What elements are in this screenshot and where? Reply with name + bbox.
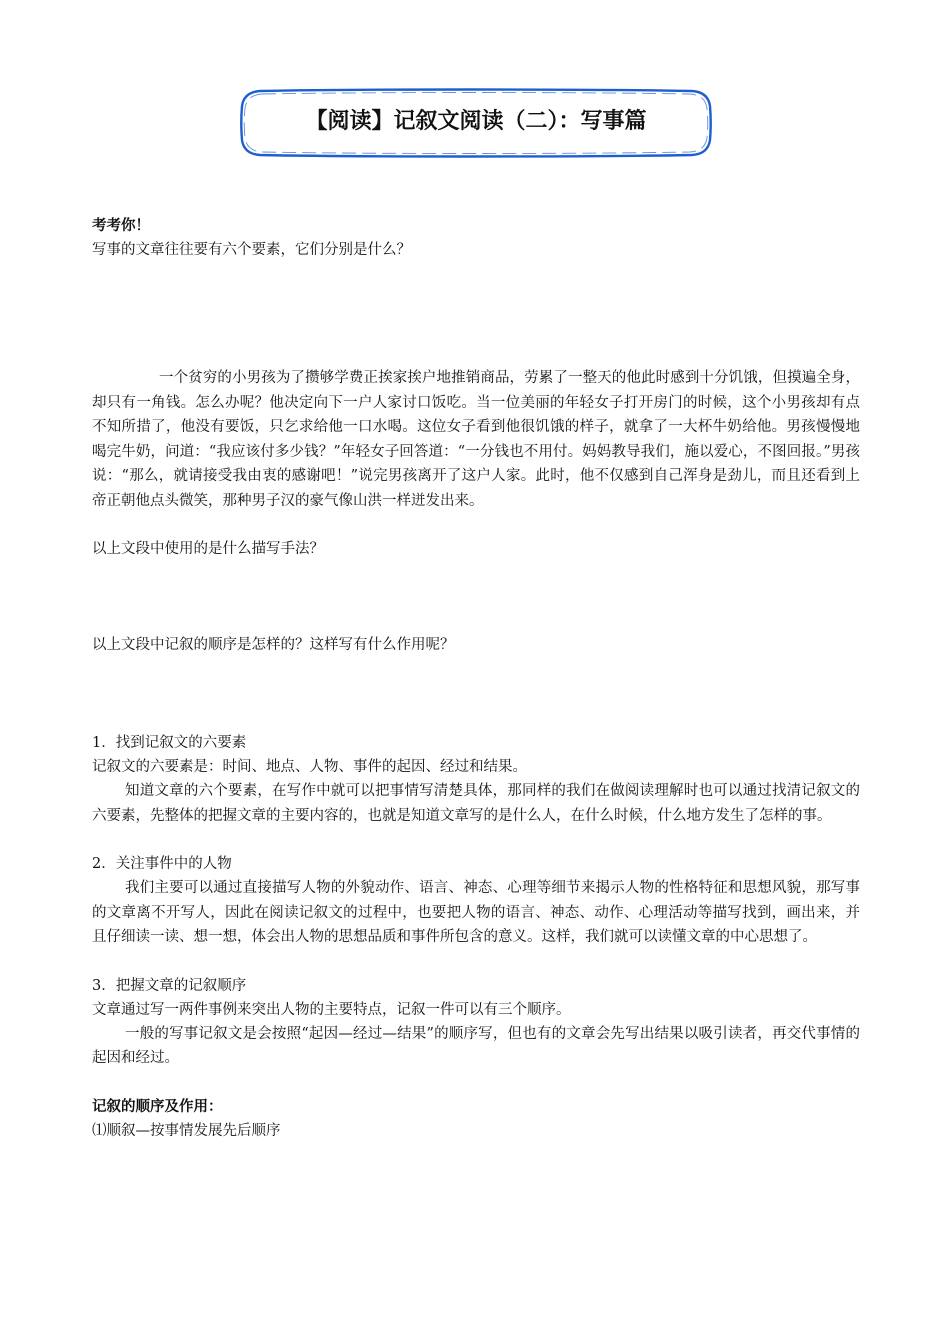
order-item-1: ⑴顺叙—按事情发展先后顺序 <box>92 1122 281 1139</box>
quiz-question: 写事的文章往往要有六个要素，它们分别是什么？ <box>92 242 411 258</box>
section-2-paragraph: 我们主要可以通过直接描写人物的外貌动作、语言、神态、心理等细节来揭示人物的性格特征和思想风貌，那写事的文章离不开写人，因此在阅读记叙文的过程中，也要把人物的语言、神态、动作、心理活动等描写找到，画出来，并且仔细读一读、想一想，体会出人物的思想品质和事件所包含的意义。这样，我们就可以读懂文章的中心思想了。 <box>92 880 860 945</box>
section-3-line: 文章通过写一两件事例来突出人物的主要特点，记叙一件可以有三个顺序。 <box>92 1001 571 1018</box>
question-narrative-order: 以上文段中记叙的顺序是怎样的？这样写有什么作用呢？ <box>92 637 455 653</box>
question-description-method: 以上文段中使用的是什么描写手法？ <box>92 541 324 557</box>
section-1-heading: 1．找到记叙文的六要素 <box>92 735 247 751</box>
section-3-paragraph: 一般的写事记叙文是会按照“起因—经过—结果”的顺序写，但也有的文章会先写出结果以吸引读者，再交代事情的起因和经过。 <box>92 1025 860 1066</box>
story-passage: 一个贫穷的小男孩为了攒够学费正挨家挨户地推销商品，劳累了一整天的他此时感到十分饥饿，但摸遍全身，却只有一角钱。怎么办呢？他决定向下一户人家讨口饭吃。当一位美丽的年轻女子打开房门的时候，这个小男孩却有点不知所措了，他没有要饭，只乞求给他一口水喝。这位女子看到他很饥饿的样子，就拿了一大杯牛奶给他。男孩慢慢地喝完牛奶，问道：“我应该付多少钱？”年轻女子回答道：“一分钱也不用付。妈妈教导我们，施以爱心，不图回报。”男孩说：“那么，就请接受我由衷的感谢吧！”说完男孩离开了这户人家。此时，他不仅感到自己浑身是劲儿，而且还看到上帝正朝他点头微笑，那种男子汉的豪气像山洪一样迸发出来。 <box>92 370 860 509</box>
order-heading: 记叙的顺序及作用： <box>92 1097 223 1115</box>
section-1-paragraph: 知道文章的六个要素，在写作中就可以把事情写清楚具体，那同样的我们在做阅读理解时也可以通过找清记叙文的六要素，先整体的把握文章的主要内容的，也就是知道文章写的是什么人，在什么时候，什么地方发生了怎样的事。 <box>92 783 860 824</box>
document-body <box>92 214 860 1143</box>
title-frame <box>238 88 714 158</box>
quiz-heading: 考考你！ <box>92 217 150 234</box>
section-2-heading: 2．关注事件中的人物 <box>92 856 232 872</box>
section-3-heading: 3．把握文章的记叙顺序 <box>92 977 247 994</box>
page-title: 【阅读】记叙文阅读（二）：写事篇 <box>305 109 647 134</box>
section-1-line: 记叙文的六要素是：时间、地点、人物、事件的起因、经过和结果。 <box>92 759 527 775</box>
